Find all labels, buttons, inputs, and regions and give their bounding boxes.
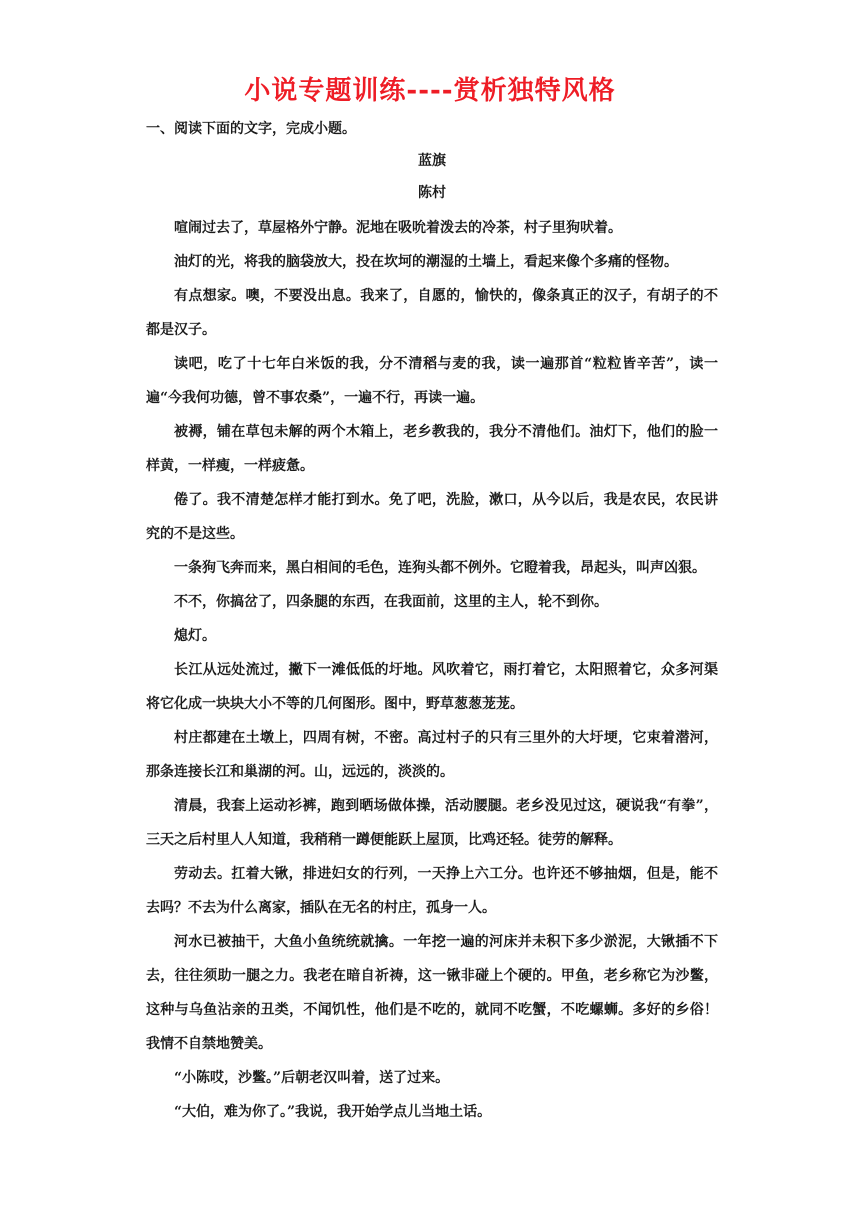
- paragraph: 一条狗飞奔而来，黑白相间的毛色，连狗头都不例外。它瞪着我，昂起头，叫声凶狠。: [174, 560, 706, 576]
- page-title: 小说专题训练----赏析独特风格: [244, 76, 616, 106]
- paragraph: 倦了。我不清楚怎样才能打到水。免了吧，洗脸，漱口，从今以后，我是农民，农民讲究的不是这些。: [146, 492, 718, 542]
- paragraph: 劳动去。扛着大锹，排进妇女的行列，一天挣上六工分。也许还不够抽烟，但是，能不去吗？不去为什么离家，插队在无名的村庄，孤身一人。: [146, 866, 718, 916]
- paragraph: 读吧，吃了十七年白米饭的我，分不清稻与麦的我，读一遍那首“粒粒皆辛苦”，读一遍“今我何功德，曾不事农桑”，一遍不行，再读一遍。: [146, 356, 718, 406]
- paragraph: “大伯，难为你了。”我说，我开始学点儿当地土话。: [174, 1104, 492, 1120]
- paragraph: “小陈哎，沙鳖。”后朝老汉叫着，送了过来。: [174, 1070, 450, 1086]
- section-heading: 一、阅读下面的文字，完成小题。: [146, 121, 356, 137]
- paragraph: 不不，你搞岔了，四条腿的东西，在我面前，这里的主人，轮不到你。: [174, 594, 608, 610]
- paragraph: 被褥，铺在草包未解的两个木箱上，老乡教我的，我分不清他们。油灯下，他们的脸一样黄，一样瘦，一样疲惫。: [146, 424, 718, 474]
- paragraph: 长江从远处流过，撇下一滩低低的圩地。风吹着它，雨打着它，太阳照着它，众多河渠将它化成一块块大小不等的几何图形。图中，野草葱葱茏茏。: [146, 662, 718, 712]
- story-author: 陈村: [418, 185, 446, 201]
- paragraph: 村庄都建在土墩上，四周有树，不密。高过村子的只有三里外的大圩埂，它束着潜河，那条连接长江和巢湖的河。山，远远的，淡淡的。: [146, 730, 718, 780]
- document-body: [146, 115, 718, 1129]
- paragraph: 熄灯。: [174, 628, 216, 644]
- paragraph: 有点想家。噢，不要没出息。我来了，自愿的，愉快的，像条真正的汉子，有胡子的不都是汉子。: [146, 288, 718, 338]
- paragraph: 河水已被抽干，大鱼小鱼统统就擒。一年挖一遍的河床并未积下多少淤泥，大锹插不下去，往往须助一腿之力。我老在暗自祈祷，这一锹非碰上个硬的。甲鱼，老乡称它为沙鳖，这种与乌鱼沾亲的丑类，不闻饥性，他们是不吃的，就同不吃蟹，不吃螺蛳。多好的乡俗！我情不自禁地赞美。: [146, 934, 718, 1052]
- paragraph: 油灯的光，将我的脑袋放大，投在坎坷的潮湿的土墙上，看起来像个多痛的怪物。: [174, 254, 678, 270]
- story-title: 蓝旗: [418, 153, 446, 169]
- paragraph: 喧闹过去了，草屋格外宁静。泥地在吸吮着泼去的冷茶，村子里狗吠着。: [174, 220, 622, 236]
- paragraph: 清晨，我套上运动衫裤，跑到晒场做体操，活动腰腿。老乡没见过这，硬说我“有拳”，三天之后村里人人知道，我稍稍一蹲便能跃上屋顶，比鸡还轻。徒劳的解释。: [146, 798, 718, 848]
